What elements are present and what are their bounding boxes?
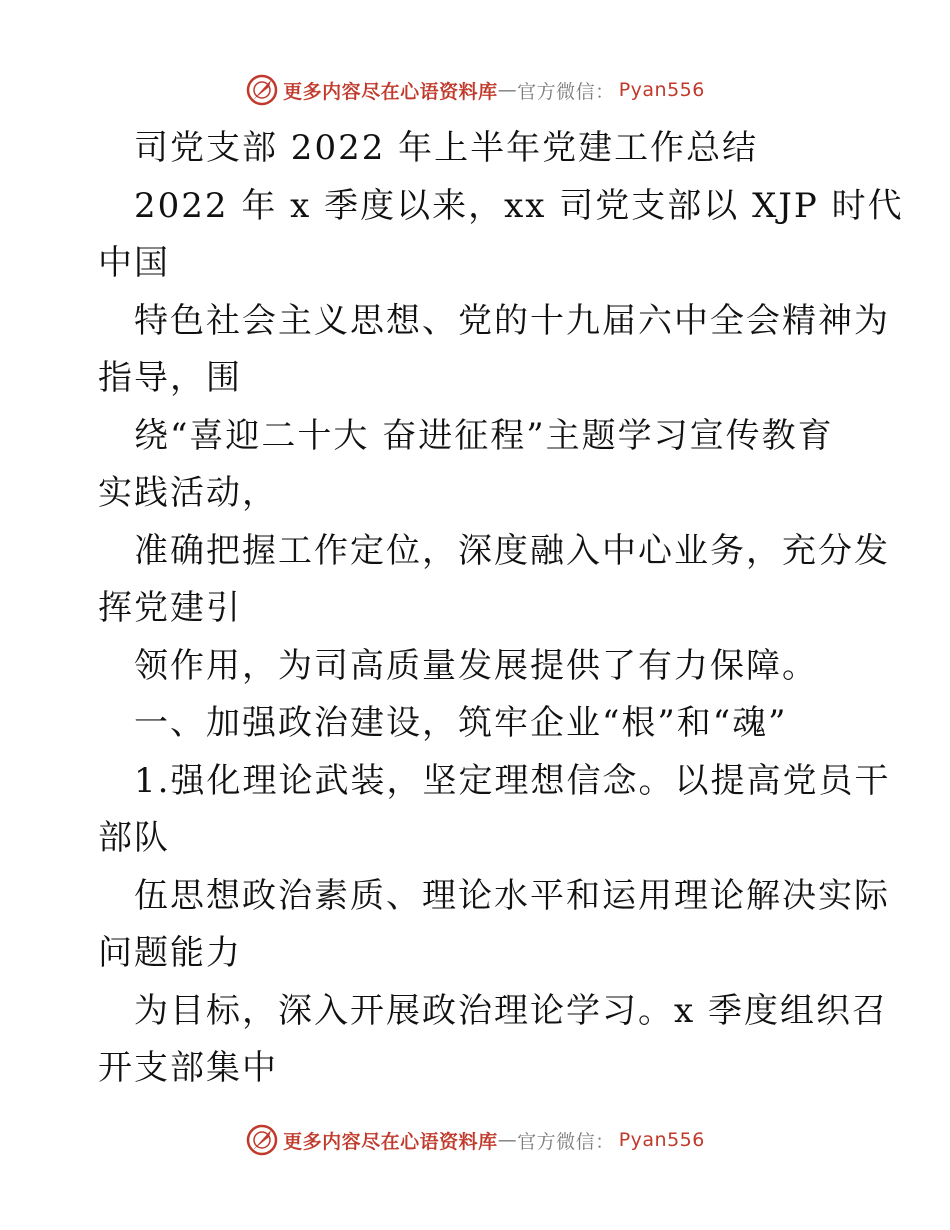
watermark-separator: — bbox=[497, 1129, 518, 1151]
watermark-wechat-id: Pyan556 bbox=[618, 79, 705, 101]
quill-pen-seal-logo-icon bbox=[245, 1123, 279, 1157]
paragraph-line: 挥党建引 bbox=[98, 588, 242, 628]
watermark-wechat-label: 官方微信： bbox=[517, 1130, 615, 1153]
paragraph-line: 部队 bbox=[98, 818, 170, 858]
document-title: 司党支部 2022 年上半年党建工作总结 bbox=[134, 128, 759, 168]
paragraph-line: 2022 年 x 季度以来，xx 司党支部以 XJP 时代 bbox=[134, 185, 904, 226]
paragraph-line: 指导，围 bbox=[98, 358, 242, 398]
watermark-wechat-label: 官方微信： bbox=[517, 80, 615, 103]
quill-pen-seal-logo-icon bbox=[245, 73, 279, 107]
paragraph-line: 伍思想政治素质、理论水平和运用理论解决实际 bbox=[134, 875, 890, 916]
watermark-wechat-id: Pyan556 bbox=[618, 1129, 705, 1151]
paragraph-line: 中国 bbox=[98, 243, 170, 283]
watermark-separator: — bbox=[497, 79, 518, 101]
paragraph-line: 实践活动， bbox=[98, 473, 278, 513]
paragraph-line: 准确把握工作定位，深度融入中心业务，充分发 bbox=[134, 530, 890, 571]
watermark-main-text: 更多内容尽在心语资料库 bbox=[283, 1130, 498, 1153]
section-heading: 一、加强政治建设，筑牢企业“根”和“魂” bbox=[134, 703, 788, 743]
paragraph-line: 问题能力 bbox=[98, 933, 242, 973]
watermark-footer bbox=[0, 1120, 950, 1160]
paragraph-line: 领作用，为司高质量发展提供了有力保障。 bbox=[134, 645, 818, 686]
paragraph-line: 绕“喜迎二十大 奋进征程”主题学习宣传教育 bbox=[134, 415, 834, 456]
paragraph-line: 开支部集中 bbox=[98, 1048, 278, 1088]
watermark-main-text: 更多内容尽在心语资料库 bbox=[283, 80, 498, 103]
paragraph-line: 为目标，深入开展政治理论学习。x 季度组织召 bbox=[134, 990, 888, 1031]
paragraph-line: 1.强化理论武装，坚定理想信念。以提高党员干 bbox=[134, 760, 891, 801]
watermark-header bbox=[0, 70, 950, 110]
document-body bbox=[98, 120, 904, 1098]
paragraph-line: 特色社会主义思想、党的十九届六中全会精神为 bbox=[134, 300, 890, 341]
